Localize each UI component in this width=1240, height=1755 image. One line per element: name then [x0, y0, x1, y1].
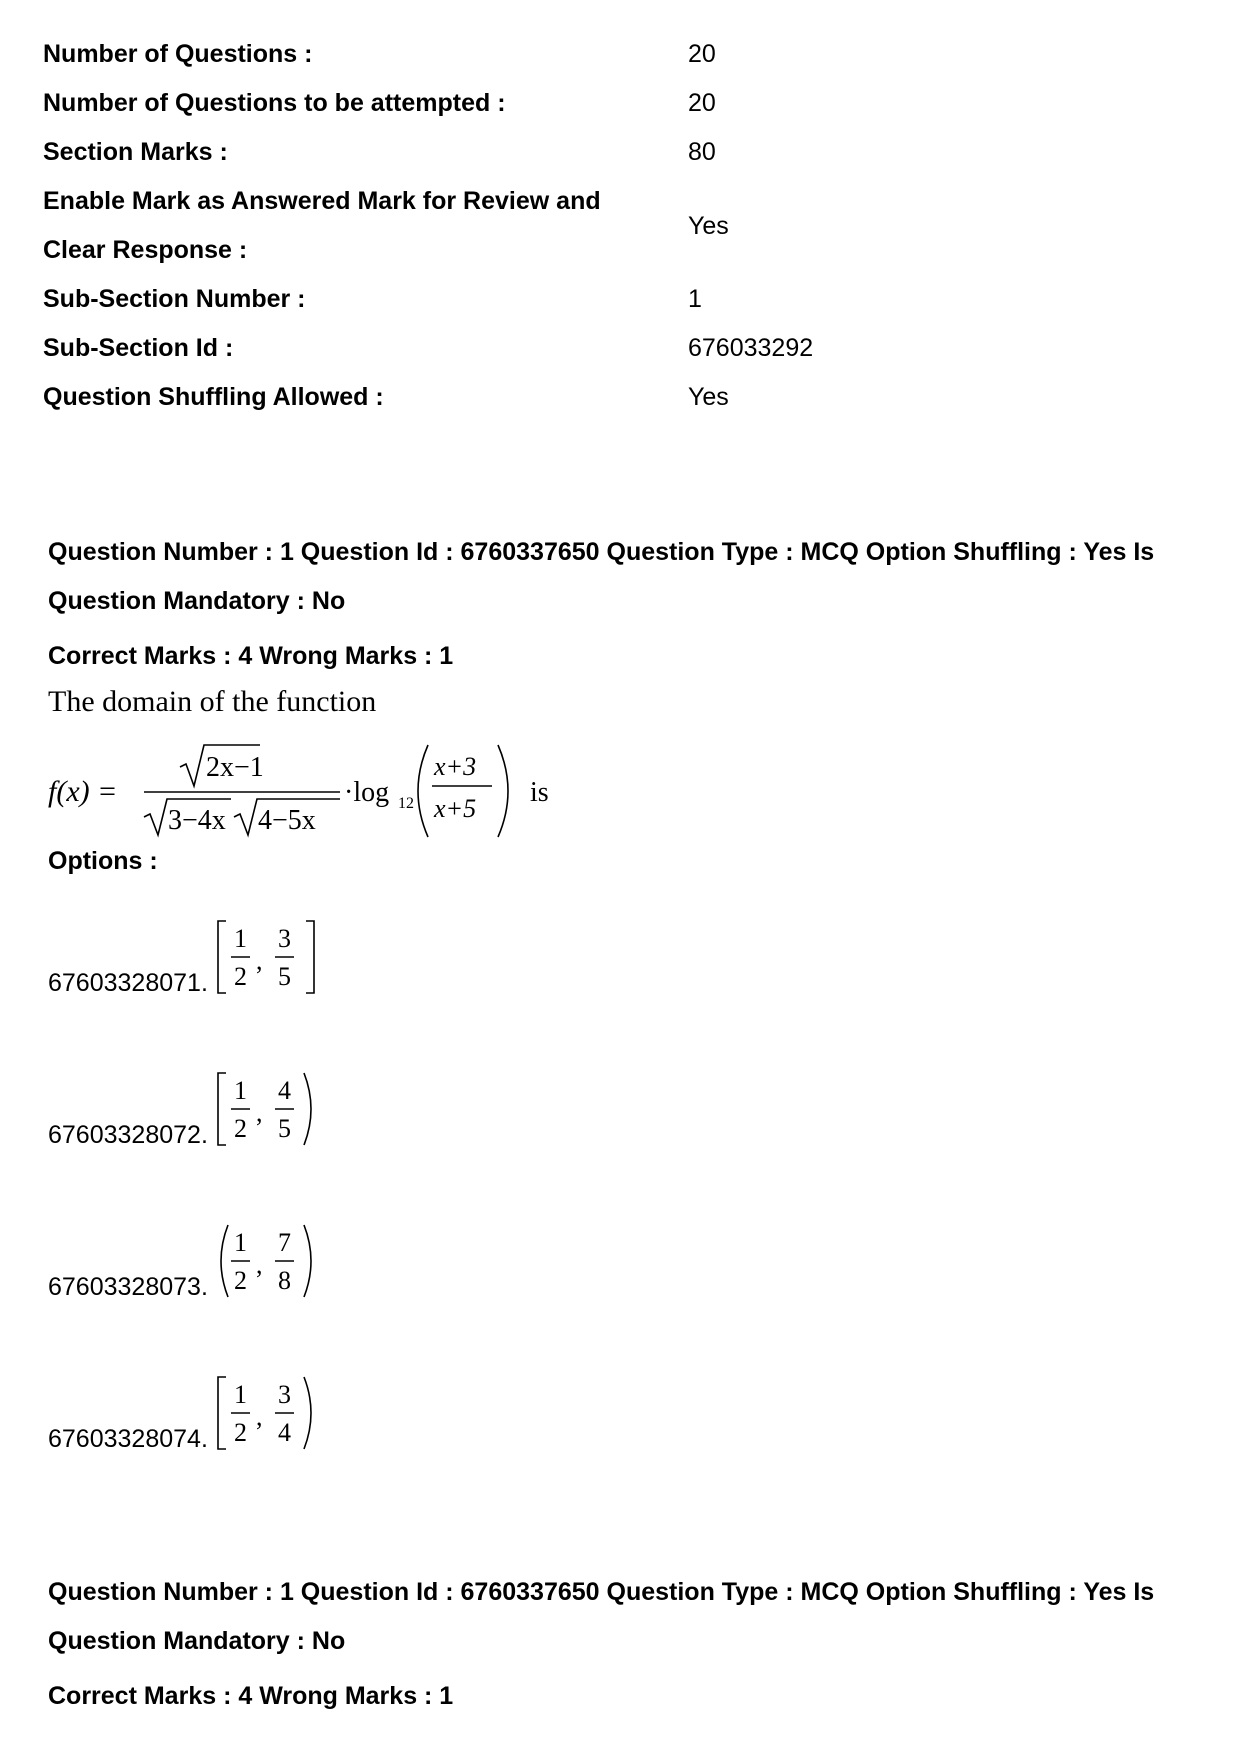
- option-comma: ,: [255, 1250, 263, 1279]
- option-b-den: 5: [277, 962, 291, 991]
- info-row-enable-mark: [43, 177, 1193, 275]
- option-a-num: 1: [233, 1380, 247, 1409]
- option-item[interactable]: [48, 1305, 1198, 1457]
- option-b-den: 8: [277, 1266, 291, 1295]
- option-b-den: 4: [277, 1418, 291, 1447]
- option-a-num: 1: [233, 924, 247, 953]
- option-left-bracket: [221, 1225, 228, 1297]
- formula-log: ·log: [344, 777, 390, 808]
- question-marks: Correct Marks : 4 Wrong Marks : 1: [48, 1682, 454, 1710]
- formula-log-base: 12: [398, 795, 414, 812]
- info-label: Section Marks :: [43, 138, 228, 166]
- option-interval-svg: [212, 1371, 322, 1457]
- option-item[interactable]: [48, 1153, 1198, 1305]
- option-id: 67603328072.: [48, 1121, 208, 1149]
- question-text: The domain of the function: [48, 685, 377, 718]
- formula-lhs: f(x) =: [48, 775, 118, 808]
- option-id: 67603328073.: [48, 1273, 208, 1301]
- option-left-bracket: [218, 921, 226, 993]
- option-b-num: 7: [277, 1228, 291, 1257]
- info-label: Question Shuffling Allowed :: [43, 383, 384, 411]
- option-comma: ,: [255, 1098, 263, 1127]
- option-left-bracket: [218, 1073, 226, 1145]
- question-formula: [48, 731, 1198, 841]
- option-right-bracket: [306, 921, 314, 993]
- option-a-num: 1: [233, 1228, 247, 1257]
- formula-left-paren: [418, 745, 428, 837]
- question-block: [48, 528, 1198, 1457]
- info-row-section-marks: [43, 128, 1193, 177]
- option-id: 67603328074.: [48, 1425, 208, 1453]
- option-a-den: 2: [233, 1114, 247, 1143]
- info-label-line1: Enable Mark as Answered Mark for Review and: [43, 187, 601, 215]
- formula-svg: [48, 731, 568, 841]
- options-list: [48, 881, 1198, 1457]
- info-value: Yes: [688, 211, 729, 240]
- info-row-subsection-number: [43, 275, 1193, 324]
- option-a-den: 2: [233, 1266, 247, 1295]
- question-header-line1: Question Number : 1 Question Id : 6760337650 Question Type : MCQ Option Shuffling : Yes Is: [48, 1578, 1155, 1606]
- info-value: 20: [688, 40, 716, 68]
- info-row-num-questions: [43, 30, 1193, 79]
- option-a-den: 2: [233, 962, 247, 991]
- formula-den1: 3−4x: [168, 805, 226, 836]
- info-label-line2: Clear Response :: [43, 236, 248, 264]
- option-a-num: 1: [233, 1076, 247, 1105]
- formula-numerator: 2x−1: [206, 752, 264, 783]
- option-comma: ,: [255, 1402, 263, 1431]
- info-row-num-attempted: [43, 79, 1193, 128]
- option-b-num: 4: [277, 1076, 291, 1105]
- info-value: 20: [688, 89, 716, 117]
- formula-frac-num: x+3: [434, 752, 477, 781]
- option-comma: ,: [255, 946, 263, 975]
- info-label: Sub-Section Number :: [43, 285, 306, 313]
- formula-frac-den: x+5: [434, 794, 477, 823]
- info-label: Number of Questions :: [43, 40, 313, 68]
- option-right-bracket: [304, 1073, 311, 1145]
- formula-right-paren: [498, 745, 508, 837]
- info-label: Sub-Section Id :: [43, 334, 234, 362]
- option-interval-svg: [212, 1067, 322, 1153]
- option-interval-svg: [212, 915, 322, 1001]
- option-id: 67603328071.: [48, 969, 208, 997]
- info-value: 676033292: [688, 334, 814, 362]
- option-b-num: 3: [277, 1380, 291, 1409]
- option-right-bracket: [304, 1225, 311, 1297]
- options-label: Options :: [48, 847, 158, 875]
- info-label: Number of Questions to be attempted :: [43, 89, 506, 117]
- option-right-bracket: [304, 1377, 311, 1449]
- info-row-subsection-id: [43, 324, 1193, 373]
- option-item[interactable]: [48, 1001, 1198, 1153]
- section-info-table: [43, 30, 1193, 422]
- info-row-shuffling: [43, 373, 1193, 422]
- question-header-line1: Question Number : 1 Question Id : 6760337650 Question Type : MCQ Option Shuffling : Yes Is: [48, 538, 1155, 566]
- question-header-line2: Question Mandatory : No: [48, 1627, 346, 1655]
- info-value: 80: [688, 138, 716, 166]
- option-interval-svg: [212, 1219, 322, 1305]
- formula-suffix: is: [530, 777, 549, 808]
- info-value: 1: [688, 285, 702, 313]
- option-a-den: 2: [233, 1418, 247, 1447]
- option-item[interactable]: [48, 881, 1198, 1001]
- option-b-den: 5: [277, 1114, 291, 1143]
- option-b-num: 3: [277, 924, 291, 953]
- option-left-bracket: [218, 1377, 226, 1449]
- info-label: [43, 177, 688, 275]
- question-block-2: [48, 1568, 1198, 1721]
- formula-den2: 4−5x: [258, 805, 316, 836]
- info-value: Yes: [688, 383, 729, 411]
- question-header-line2: Question Mandatory : No: [48, 587, 346, 615]
- question-marks: Correct Marks : 4 Wrong Marks : 1: [48, 642, 454, 670]
